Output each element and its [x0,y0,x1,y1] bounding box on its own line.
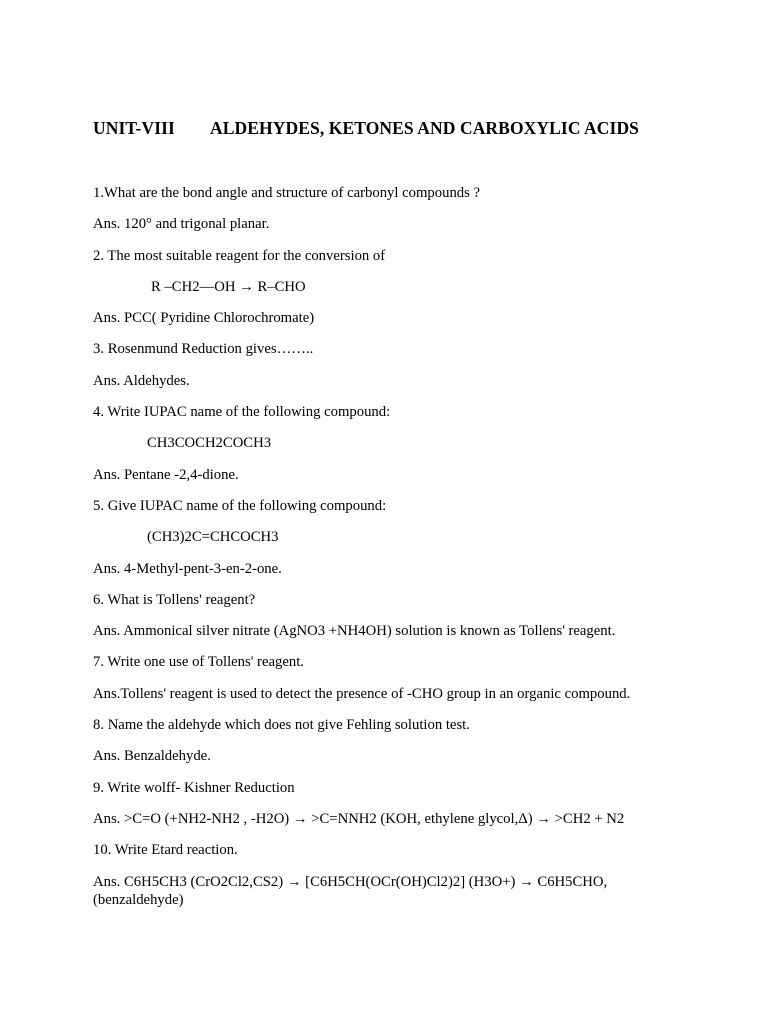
answer-10: Ans. C6H5CH3 (CrO2Cl2,CS2) → [C6H5CH(OCr(OH)Cl2)2] (H3O+) → C6H5CHO, (benzaldehyde) [93,873,608,908]
question-4: 4. Write IUPAC name of the following compound: [93,404,391,421]
question-7: 7. Write one use of Tollens' reagent. [93,654,304,671]
answer-3: Ans. Aldehydes. [93,372,190,389]
question-6: 6. What is Tollens' reagent? [93,591,256,608]
question-2: 2. The most suitable reagent for the conversion of [93,247,386,264]
answer-6: Ans. Ammonical silver nitrate (AgNO3 +NH4OH) solution is known as Tollens' reagent. [93,623,616,640]
question-5: 5. Give IUPAC name of the following compound: [93,497,387,514]
question-10: 10. Write Etard reaction. [93,842,238,859]
compound-4: CH3COCH2COCH3 [147,435,272,452]
answer-5: Ans. 4-Methyl-pent-3-en-2-one. [93,560,282,577]
page-title [93,118,639,139]
answer-7: Ans.Tollens' reagent is used to detect the presence of -CHO group in an organic compound. [93,685,631,702]
reaction-2: R –CH2—OH → R–CHO [151,278,306,295]
answer-9: Ans. >C=O (+NH2-NH2 , -H2O) → >C=NNH2 (KOH, ethylene glycol,Δ) → >CH2 + N2 [93,810,625,827]
subject-label: ALDEHYDES, KETONES AND CARBOXYLIC ACIDS [210,118,640,138]
unit-label: UNIT-VIII [93,118,175,138]
answer-2: Ans. PCC( Pyridine Chlorochromate) [93,310,315,327]
answer-4: Ans. Pentane -2,4-dione. [93,466,239,483]
answer-1: Ans. 120° and trigonal planar. [93,216,270,233]
question-8: 8. Name the aldehyde which does not give Fehling solution test. [93,717,470,734]
question-3: 3. Rosenmund Reduction gives…….. [93,341,314,358]
qa-content [93,184,693,922]
compound-5: (CH3)2C=CHCOCH3 [147,529,279,546]
answer-8: Ans. Benzaldehyde. [93,748,211,765]
question-9: 9. Write wolff- Kishner Reduction [93,779,295,796]
question-1: 1.What are the bond angle and structure of carbonyl compounds ? [93,185,481,201]
